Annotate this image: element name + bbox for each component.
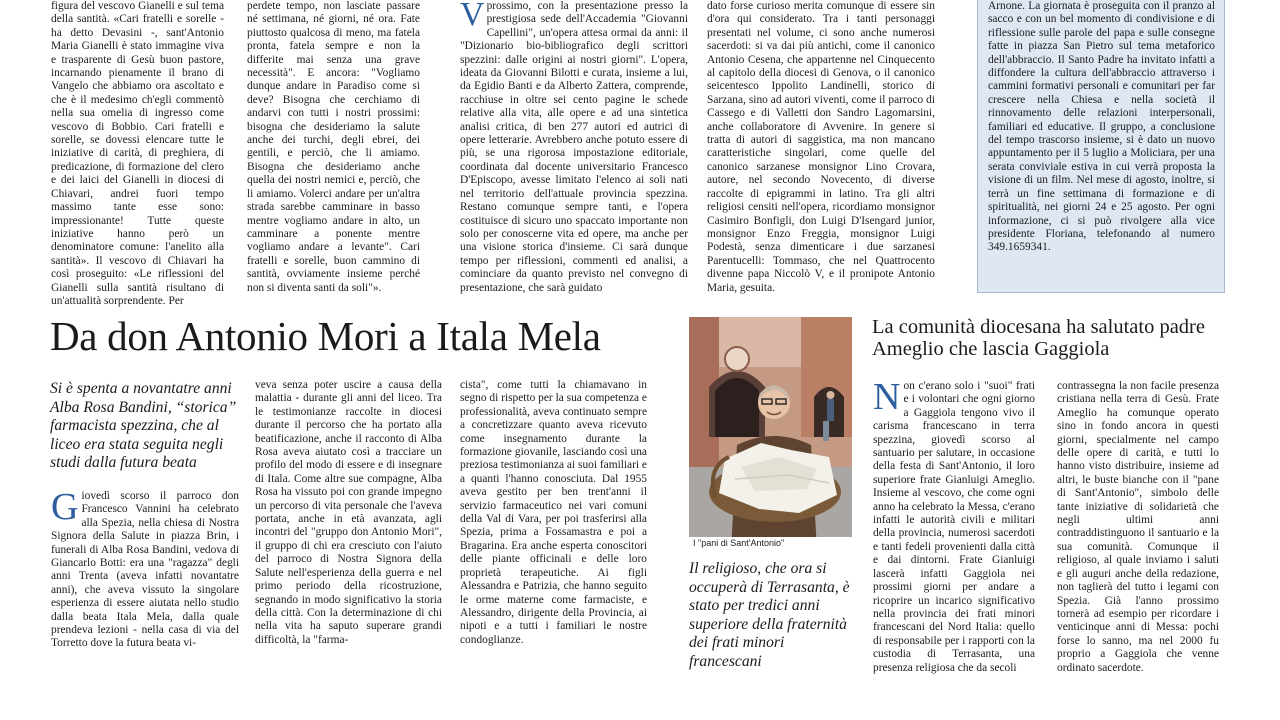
- photo-summary: Il religioso, che ora si occuperà di Terrasanta, è stato per tredici anni superiore della fraternità dei frati minori francescani: [689, 560, 850, 670]
- ameglio-article-column-2: [1057, 380, 1219, 674]
- top-article-column-3: [460, 0, 688, 296]
- boxed-article: [977, 0, 1225, 293]
- friar-photo: [689, 317, 852, 550]
- boxed-article-column: [988, 0, 1215, 288]
- top-article-text: perdete tempo, non lasciate passare né settimana, né giorni, né ora. Fate piuttosto qualcosa di meno, ma fatela pronta, fatela sempre e non la differite mai senza una grave necessità". E ancora: "Vogliamo dunque andare in Paradiso come si deve? Bisogna che cerchiamo di andarvi con tutti i nostri prossimi: bisogna che desideriamo la salute anche dei turchi, degli ebrei, dei gentili, e perciò, che li amiamo. Bisogna che desideriamo anche quella dei nostri nemici e, perciò, che li amiamo. Volerci andare per un'altra strada sarebbe camminare in basso mentre vogliamo andare in alto, un camminare a ponente mentre vogliamo andare a levante". Cari fratelli e sorelle, buon cammino di santità, ovviamente insieme perché non si diventa santi da soli"».: [247, 0, 420, 294]
- top-article-text: Vprossimo, con la presentazione presso la prestigiosa sede dell'Accademia "Giovanni Capellini", un'opera attesa ormai da anni: il "Dizionario bio-bibliografico degli scrittori spezzini: dalle origini ai nostri giorni". L'opera, ideata da Giovanni Bilotti e curata, insieme a lui, da Egidio Banti e da Alberto Zattera, comprende, racchiuse in oltre sei cento pagine le schede relative alla vita, alle opere e ad una sintetica analisi critica, di ben 277 autori ed autrici di opere letterarie. Avrebbero anche potuto essere di più, se una rigorosa impostazione editoriale, coordinata dal docente universitario Francesco D'Episcopo, avesse limitato l'elenco ai soli nati nel territorio dell'attuale provincia spezzina. Restano comunque sempre tanti, e l'opera costituisce di sicuro uno spaccato importante non solo per conoscerne vita ed opere, ma anche per una visione storica d'insieme. Ci sarà dunque tempo per riflessioni, commenti ed analisi, a cominciare da quanto previsto nel convegno di presentazione, che sarà guidato: [460, 0, 688, 294]
- mori-article-text: Giovedì scorso il parroco don Francesco Vannini ha celebrato alla Spezia, nella chiesa di Nostra Signora della Salute in piazza Brin, i funerali di Alba Rosa Bandini, vedova di Giancarlo Botti: era una "ragazza" degli anni Trenta (aveva infatti novantatre anni), che aveva vissuto la singolare esperienza di essere aiutata nello studio dalla beata Itala Mela, dalla quale prendeva lezioni - nella casa di via del Torretto dove la futura beata vi-: [51, 486, 239, 650]
- mori-article-summary: Si è spenta a novantatre anni Alba Rosa Bandini, “storica” farmacista spezzina, che al liceo era stata seguita negli studi dalla futura beata: [50, 380, 237, 471]
- top-article-column-2: [247, 0, 420, 296]
- top-article-column-4: [707, 0, 935, 296]
- mori-article-text: cista", come tutti la chiamavano in segno di rispetto per la sua competenza e professionalità, aveva continuato sempre a concretizzare quanto aveva ricevuto come insegnamento durante la formazione giovanile, lasciando così una preziosa testimonianza ai suoi familiari e a quanti l'hanno conosciuta. Dal 1955 aveva gestito per ben trent'anni il servizio farmaceutico nei vari comuni della Val di Vara, per poi trasferirsi alla Spezia, prima a Fossamastra e poi a Bragarina. Era anche esperta conoscitori delle piante officinali e delle loro proprietà terapeutiche. Ai figli Alessandra e Patrizia, che hanno seguito le orme materne come farmaciste, e Alessandro, dirigente della Provincia, ai nipoti e a tutti i familiari le nostre condoglianze.: [460, 379, 647, 646]
- mori-article-column-2: [255, 379, 442, 661]
- top-article-text: dato forse curioso merita comunque di essere sin d'ora qui considerato. Tra i tanti personaggi presentati nel volume, ci sono anche numerosi sacerdoti: si va dai più antichi, come il canonico Antonio Cesena, che appartenne nel Cinquecento al capitolo della diocesi di Genova, o il canonico seicentesco Ippolito Landinelli, storico di Sarzana, sino ad autori viventi, come il parroco di Cassego e di Valletti don Sandro Lagomarsini, anche collaboratore di Avvenire. In genere si tratta di autori di saggistica, ma non mancano caratteristiche singolari, come quelle del canonico sarzanese monsignor Lino Crovara, autore, nel secondo Novecento, di diverse raccolte di epigrammi in latino. Tra gli altri religiosi censiti nell'opera, ricordiamo monsignor Casimiro Bonfigli, don Luigi D'Isengard junior, monsignor Enzo Freggia, monsignor Luigi Podestà, senza dimenticare i due sarzanesi Parentucelli: Tommaso, che nel Quattrocento divenne papa Niccolò V, e il pronipote Antonio Maria, gesuita.: [707, 0, 935, 294]
- drop-cap: G: [51, 486, 79, 528]
- ameglio-article-column-1: [873, 376, 1035, 674]
- mori-article-headline: Da don Antonio Mori a Itala Mela: [50, 313, 601, 359]
- photo-caption-bar: [689, 537, 852, 550]
- drop-cap: V: [460, 0, 485, 33]
- boxed-article-text: Arnone. La giornata è proseguita con il pranzo al sacco e con un bel momento di condivisione e di riflessione sulle parole del papa e sulle consegne fatte in piazza San Pietro sul tema metaforico dell'abbraccio. Il Santo Padre ha invitato infatti a diffondere la cultura dell'abbraccio attraverso i cammini formativi personali e comunitari per far crescere nella Chiesa e nella società il rinnovamento delle relazioni interpersonali, familiari ed educative. Il gruppo, a conclusione del tempo trascorso insieme, si è dato un nuovo appuntamento per il 5 luglio a Moliciara, per una serata conviviale estiva in cui verrà proposta la visione di un film. Nel mese di agosto, inoltre, si terrà un fine settimana di formazione e di spiritualità, nei giorni 24 e 25 agosto. Per ogni informazione, ci si può rivolgere alla vice presidente Floriana, telefonando al numero 349.1659341.: [988, 0, 1215, 254]
- ameglio-article-text: Non c'erano solo i "suoi" frati e i volontari che ogni giorno a Gaggiola tengono vivo il carisma francescano in terra spezzina, giovedì scorso al santuario per salutare, in occasione della festa di Sant'Antonio, il loro superiore frate Gianluigi Ameglio. Insieme al vescovo, che come ogni anno ha celebrato la Messa, c'erano infatti le autorità civili e militari della provincia, numerosi sacerdoti e tanti fedeli provenienti dalla città e dai dintorni. Frate Gianluigi lascerà infatti Gaggiola nei prossimi giorni per andare a ricoprire un incarico significativo nella provincia dei frati minori francescani del Nord Italia: quello di responsabile per i rapporti con la custodia di Terrasanta, una presenza religiosa che da secoli: [873, 376, 1035, 674]
- friar-photo-illustration: [689, 317, 852, 550]
- ameglio-article-headline: La comunità diocesana ha salutato padre Ameglio che lascia Gaggiola: [872, 316, 1205, 360]
- top-article-text: figura del vescovo Gianelli e sul tema della santità. «Cari fratelli e sorelle - ha detto Devasini -, sant'Antonio Maria Gianelli è stato immagine viva e trasparente di Gesù buon pastore, incarnando pienamente il brano di Vangelo che abbiamo ora ascoltato e che è il medesimo ch'egli commentò nella sua omelia di ingresso come vescovo di Bobbio. Cari fratelli e sorelle, se dovessi elencare tutte le iniziative di carità, di preghiera, di predicazione, di formazione del clero e dei laici del Gianelli in diocesi di Chiavari, andrei fuori tempo massimo tante esse sono: impressionante! Tutte queste iniziative hanno però un denominatore comune: l'anelito alla santità». Il vescovo di Chiavari ha così proseguito: «Le riflessioni del Gianelli sulla santità risultano di un'attualità sorprendente. Per: [51, 0, 224, 307]
- photo-caption: I "pani di Sant'Antonio": [693, 538, 785, 548]
- mori-article-text: veva senza poter uscire a causa della malattia - durante gli anni del liceo. Tra le testimonianze raccolte in diocesi durante il percorso che ha portato alla beatificazione, anche il racconto di Alba Rosa aveva aiutato così a tracciare un profilo del modo di essere e di insegnare di Itala. Come altre sue compagne, Alba Rosa ha vissuto poi con grande impegno un percorso di vita personale che l'aveva portata, anche in età avanzata, agli incontri del "gruppo don Antonio Mori", il gruppo di chi era cresciuto con l'aiuto del parroco di Nostra Signora della Salute nell'esperienza della guerra e nel primo periodo della ricostruzione, segnando in modo significativo la storia della città. Con la determinazione di chi nella vita ha saputo superare grandi difficoltà, la "farma-: [255, 379, 442, 646]
- mori-article-column-1: [51, 486, 239, 660]
- drop-cap: N: [873, 376, 901, 418]
- top-article-column-1: [51, 0, 224, 307]
- ameglio-article-text: contrassegna la non facile presenza cristiana nella terra di Gesù. Frate Ameglio ha comunque operato sino in fondo ancora in questi giorni, specialmente nel campo delle opere di carità, e tutti lo hanno visto distribuire, insieme ad altri, le buste bianche con il "pane di Sant'Antonio", simbolo delle tante iniziative di solidarietà che negli ultimi anni contraddistinguono il santuario e la sua comunità. Comunque il religioso, al quale inviamo i saluti e gli auguri anche della redazione, non taglierà del tutto i legami con Spezia. Già l'anno prossimo tornerà ad esempio per ricordare i venticinque anni di Messa: pochi forse lo sanno, ma nel 2000 fu proprio a Gaggiola che venne ordinato sacerdote.: [1057, 380, 1219, 674]
- mori-article-column-3: [460, 379, 647, 661]
